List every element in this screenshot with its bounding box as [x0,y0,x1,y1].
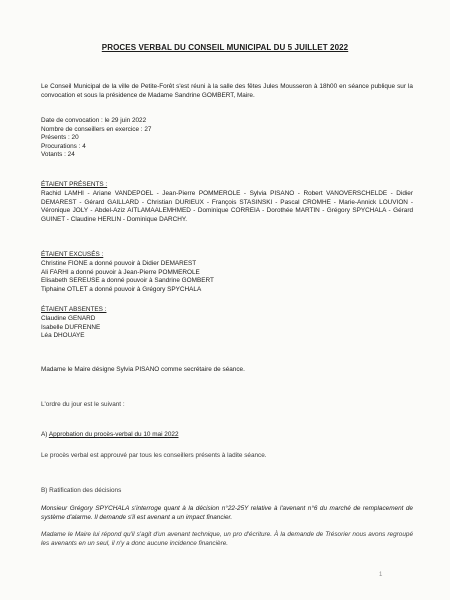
present-heading: ÉTAIENT PRÉSENTS : [41,181,108,188]
section-b-paragraph-1: Monsieur Grégory SPYCHALA s'interroge quant à la décision n°22-25Y relative à l'avenant n°6 du marché de remplacement de système d'alarme. Il demande s'il est avenant a un impact financier. [41,505,413,521]
stat-proxies-count: Procurations : 4 [41,142,86,150]
meeting-stats [41,117,413,160]
document-title: PROCES VERBAL DU CONSEIL MUNICIPAL DU 5 JUILLET 2022 [101,43,349,52]
stat-present-count: Présents : 20 [41,134,79,142]
absent-item: Claudine GENARD [41,315,96,322]
excused-list [41,260,413,294]
excused-item: Ali FARHI a donné pouvoir à Jean-Pierre POMMEROLE [41,268,200,276]
excused-heading: ÉTAIENT EXCUSÉS : [41,251,104,258]
section-b-heading: B) Ratification des décisions [41,487,122,494]
page-number: 1 [379,572,383,578]
excused-item: Tiphaine OTLET a donné pouvoir à Grégory SPYCHALA [41,285,202,293]
secretary-designation: Madame le Maire désigne Sylvia PISANO comme secrétaire de séance. [41,366,245,373]
section-a-heading-line [41,431,413,440]
stat-convocation-date: Date de convocation : le 29 juin 2022 [41,117,147,124]
excused-item: Christine FIONE a donné pouvoir à Didier DEMAREST [41,260,197,267]
excused-item: Elisabeth SEREUSE a donné pouvoir à Sandrine GOMBERT [41,277,214,285]
stat-voters-count: Votants : 24 [41,151,75,159]
section-a-text: Le procès verbal est approuvé par tous les conseillers présents à ladite séance. [41,452,267,459]
section-b-paragraph-2: Madame le Maire lui répond qu'il s'agit d'un avenant technique, un pro d'écriture. À la demande de Trésorier nous avons regroupé les avenants en un seul, il n'y a donc aucune incidence financière. [41,531,413,547]
stat-councillors-count: Nombre de conseillers en exercice : 27 [41,125,152,133]
agenda-intro: L'ordre du jour est le suivant : [41,401,125,408]
absent-item: Léa DHOUAYE [41,332,85,340]
section-a-prefix: A) [41,431,49,438]
absent-list [41,315,413,341]
absent-item: Isabelle DUFRENNE [41,323,101,331]
present-list: Rachid LAMHI - Ariane VANDEPOEL - Jean-Pierre POMMEROLE - Sylvia PISANO - Robert VANOVERSCHELDE - Didier DEMAREST - Gérard GAILLARD - Christian DURIEUX - François STASINSKI - Pascal CROMHE - Marie-Annick LOUVION - Véronique JOLY - Abdel-Aziz AITLAMAALEMHMED - Dominique CORREIA - Dorothée MARTIN - Grégory SPYCHALA - Gérard GUINET - Claudine HERLIN - Dominique DARCHY. [41,190,413,223]
section-a-heading: Approbation du procès-verbal du 10 mai 2022 [48,431,179,438]
intro-paragraph: Le Conseil Municipal de la ville de Petite-Forêt s'est réuni à la salle des fêtes Jules Mousseron à 18h00 en séance publique sur la convocation et sous la présidence de Madame Sandrine GOMBERT, Maire. [41,83,413,99]
absent-heading: ÉTAIENT ABSENTES : [41,306,107,313]
